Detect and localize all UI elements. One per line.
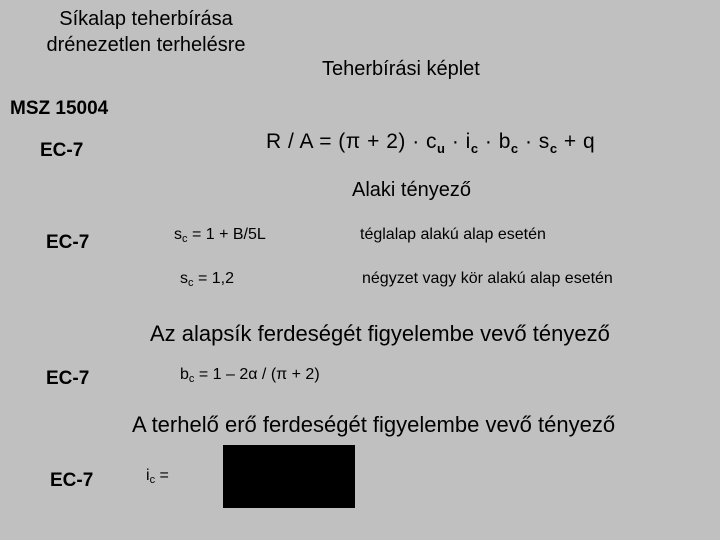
base-eq-rest: = 1 – 2α / (π + 2) bbox=[194, 366, 320, 383]
slide-title bbox=[16, 6, 276, 58]
formula-ic-subscript: c bbox=[470, 141, 479, 156]
base-inclination-eq bbox=[180, 366, 320, 385]
load-inclination-heading: A terhelő erő ferdeségét figyelembe vevő tényező bbox=[132, 412, 616, 437]
formula-bc: · b bbox=[478, 130, 511, 153]
bearing-capacity-formula bbox=[266, 130, 595, 156]
ec7-label-formula: EC-7 bbox=[40, 140, 84, 161]
eq2-rest: = 1,2 bbox=[193, 270, 234, 287]
formula-cu-subscript: u bbox=[437, 141, 446, 156]
ec7-label-shape: EC-7 bbox=[46, 232, 90, 253]
title-line-2: drénezetlen terhelésre bbox=[46, 34, 246, 56]
load-eq-subscript: c bbox=[149, 474, 156, 486]
redacted-formula-box bbox=[223, 445, 355, 508]
formula-heading: Teherbírási képlet bbox=[322, 58, 480, 80]
eq1-rest: = 1 + B/5L bbox=[187, 226, 266, 243]
formula-tail: + q bbox=[557, 130, 596, 153]
shape-factor-eq-square bbox=[180, 270, 234, 289]
formula-lhs: R / A = (π + 2) · c bbox=[266, 130, 438, 153]
shape-factor-desc-square: négyzet vagy kör alakú alap esetén bbox=[362, 270, 613, 287]
eq2-symbol: s bbox=[180, 270, 188, 287]
formula-sc-subscript: c bbox=[549, 141, 558, 156]
load-inclination-eq bbox=[146, 467, 169, 486]
eq2-subscript: c bbox=[188, 277, 194, 289]
eq1-subscript: c bbox=[182, 233, 188, 245]
formula-ic: · i bbox=[445, 130, 471, 153]
title-line-1: Síkalap teherbírása bbox=[59, 8, 233, 30]
shape-factor-eq-rectangular bbox=[174, 226, 266, 245]
base-eq-symbol: b bbox=[180, 366, 189, 383]
eq1-symbol: s bbox=[174, 226, 182, 243]
base-inclination-heading: Az alapsík ferdeségét figyelembe vevő tényező bbox=[150, 321, 610, 346]
standard-msz-label: MSZ 15004 bbox=[10, 98, 109, 119]
load-eq-rest: = bbox=[155, 467, 169, 484]
base-eq-subscript: c bbox=[188, 373, 195, 385]
load-eq-symbol: i bbox=[146, 467, 150, 484]
ec7-label-load: EC-7 bbox=[50, 470, 94, 491]
ec7-label-base: EC-7 bbox=[46, 368, 90, 389]
formula-sc: · s bbox=[518, 130, 550, 153]
formula-bc-subscript: c bbox=[510, 141, 519, 156]
shape-factor-desc-rectangular: téglalap alakú alap esetén bbox=[360, 226, 546, 243]
shape-factor-heading: Alaki tényező bbox=[352, 179, 471, 201]
